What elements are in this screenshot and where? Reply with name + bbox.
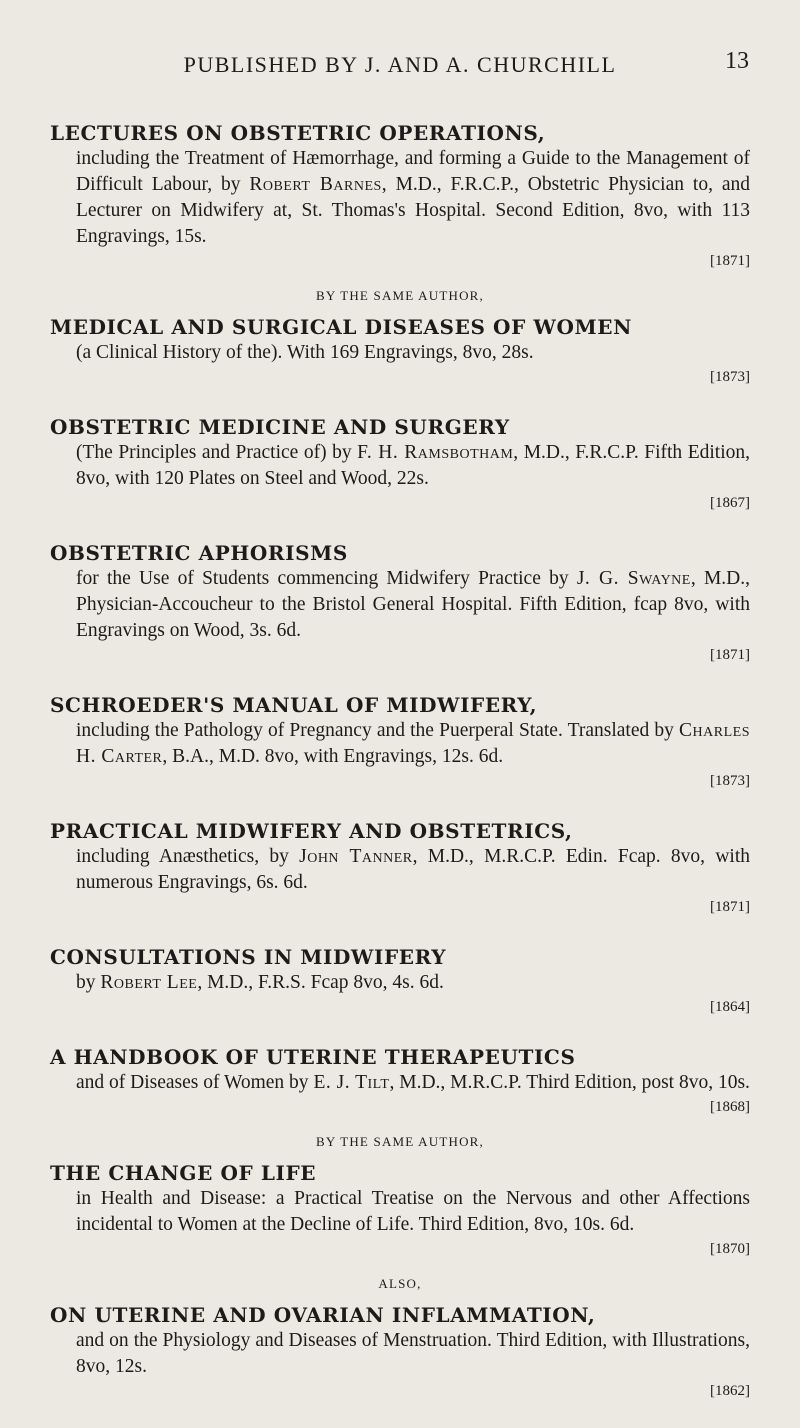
book-entry <box>50 540 750 666</box>
page-header <box>0 48 800 82</box>
description-text: , M.D., M.R.C.P. Third Edition, post 8vo, 10s. <box>389 1072 750 1093</box>
book-description <box>76 1070 750 1096</box>
description-text: (The Principles and Practice of) by <box>76 442 358 463</box>
book-description <box>76 146 750 250</box>
book-entry <box>50 1160 750 1260</box>
book-description <box>76 1328 750 1380</box>
book-description <box>76 1186 750 1238</box>
publication-year: [1873] <box>710 369 750 385</box>
author-name: J. G. Swayne <box>576 568 691 589</box>
book-title: MEDICAL AND SURGICAL DISEASES OF WOMEN <box>50 315 632 339</box>
same-author-separator: ALSO, <box>378 1276 422 1291</box>
book-title: THE CHANGE OF LIFE <box>50 1161 317 1185</box>
description-text: including the Pathology of Pregnancy and the Puerperal State. Translated by <box>76 720 680 741</box>
description-text: including Anæsthetics, by <box>76 846 300 867</box>
page-number: 13 <box>725 48 749 74</box>
running-title: PUBLISHED BY J. AND A. CHURCHILL <box>183 52 617 77</box>
book-title: OBSTETRIC MEDICINE AND SURGERY <box>50 415 510 439</box>
publication-year: [1871] <box>710 253 750 269</box>
description-text: , M.D., M.R.C.P. Edin. Fcap. 8vo, with numerous Engravings, 6s. 6d. <box>76 846 751 893</box>
description-text: and on the Physiology and Diseases of Menstruation. Third Edition, with Illustrations, 8vo, 12s. <box>76 1330 750 1377</box>
book-title: CONSULTATIONS IN MIDWIFERY <box>50 945 447 969</box>
description-text: (a Clinical History of the). With 169 Engravings, 8vo, 28s. <box>76 342 534 363</box>
book-entry <box>50 414 750 514</box>
description-text: , M.D., F.R.C.P. Fifth Edition, 8vo, with 120 Plates on Steel and Wood, 22s. <box>76 442 750 489</box>
author-name: John Tanner <box>299 846 413 867</box>
same-author-separator: BY THE SAME AUTHOR, <box>316 288 484 303</box>
publication-year: [1862] <box>710 1383 750 1399</box>
book-description <box>76 440 750 492</box>
book-list <box>50 120 750 1428</box>
description-text: by <box>76 972 101 993</box>
publication-year: [1871] <box>710 647 750 663</box>
description-text: , B.A., M.D. 8vo, with Engravings, 12s. 6d. <box>162 746 504 767</box>
publication-year: [1873] <box>710 773 750 789</box>
book-description <box>76 566 750 644</box>
publication-year: [1868] <box>710 1099 750 1115</box>
book-description <box>76 844 750 896</box>
author-name: Robert Barnes <box>249 174 382 195</box>
publication-year: [1867] <box>710 495 750 511</box>
publication-year: [1871] <box>710 899 750 915</box>
description-text: including the Treatment of Hæmorrhage, and forming a Guide to the Management of Difficult Labour, by <box>76 148 750 195</box>
book-description <box>76 970 750 996</box>
publication-year: [1864] <box>710 999 750 1015</box>
book-entry <box>50 1044 750 1118</box>
book-title: ON UTERINE AND OVARIAN INFLAMMATION, <box>50 1303 596 1327</box>
author-name: Charles H. Carter <box>76 720 750 767</box>
book-title: PRACTICAL MIDWIFERY AND OBSTETRICS, <box>50 819 573 843</box>
description-text: and of Diseases of Women by <box>76 1072 314 1093</box>
author-name: Robert Lee <box>100 972 198 993</box>
book-entry <box>50 818 750 918</box>
description-text: , M.D., F.R.S. Fcap 8vo, 4s. 6d. <box>197 972 444 993</box>
book-description <box>76 340 750 366</box>
publication-year: [1870] <box>710 1241 750 1257</box>
book-title: OBSTETRIC APHORISMS <box>50 541 348 565</box>
book-entry <box>50 1302 750 1402</box>
author-name: E. J. Tilt <box>313 1072 390 1093</box>
book-entry <box>50 314 750 388</box>
book-title: LECTURES ON OBSTETRIC OPERATIONS, <box>50 121 546 145</box>
book-description <box>76 718 750 770</box>
same-author-separator: BY THE SAME AUTHOR, <box>316 1134 484 1149</box>
book-entry <box>50 692 750 792</box>
description-text: for the Use of Students commencing Midwifery Practice by <box>76 568 577 589</box>
description-text: , M.D., Physician-Accoucheur to the Bristol General Hospital. Fifth Edition, fcap 8vo, with Engravings on Wood, 3s. 6d. <box>76 568 751 641</box>
description-text: in Health and Disease: a Practical Treatise on the Nervous and other Affections incidental to Women at the Decline of Life. Third Edition, 8vo, 10s. 6d. <box>76 1188 750 1235</box>
book-title: SCHROEDER'S MANUAL OF MIDWIFERY, <box>50 693 538 717</box>
book-entry <box>50 120 750 272</box>
description-text: , M.D., F.R.C.P., Obstetric Physician to, and Lecturer on Midwifery at, St. Thomas's Hospital. Second Edition, 8vo, with 113 Engravings, 15s. <box>76 174 751 247</box>
book-title: A HANDBOOK OF UTERINE THERAPEUTICS <box>50 1045 576 1069</box>
author-name: F. H. Ramsbotham <box>357 442 514 463</box>
book-entry <box>50 944 750 1018</box>
